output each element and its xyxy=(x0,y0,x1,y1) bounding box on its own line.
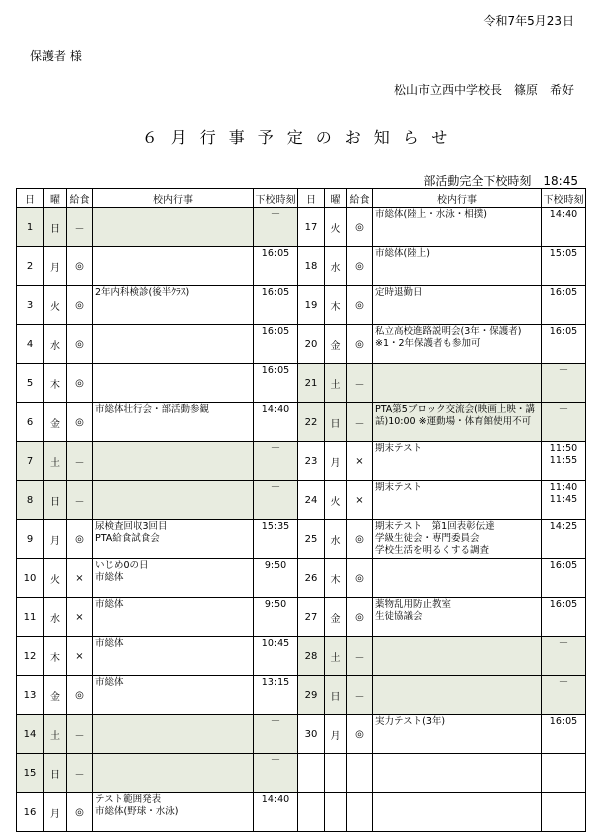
table-row xyxy=(17,364,586,403)
time-cell: 14:25 xyxy=(542,520,586,559)
weekday-cell: 火 xyxy=(44,286,67,325)
day-cell: 18 xyxy=(298,247,325,286)
weekday-cell: 月 xyxy=(325,442,347,481)
time-cell: － xyxy=(254,481,298,520)
lunch-cell: ◎ xyxy=(67,286,93,325)
lunch-cell: ◎ xyxy=(347,598,373,637)
lunch-cell: × xyxy=(67,637,93,676)
event-cell: 市総体(陸上) xyxy=(373,247,542,286)
table-row xyxy=(17,286,586,325)
event-cell xyxy=(373,559,542,598)
day-cell: 3 xyxy=(17,286,44,325)
time-cell: 14:40 xyxy=(254,793,298,832)
day-cell: 19 xyxy=(298,286,325,325)
time-cell: 16:05 xyxy=(542,559,586,598)
day-cell: 30 xyxy=(298,715,325,754)
col-lunch: 給食 xyxy=(67,189,93,208)
weekday-cell: 土 xyxy=(44,715,67,754)
day-cell: 23 xyxy=(298,442,325,481)
club-deadline: 部活動完全下校時刻 18:45 xyxy=(423,174,578,188)
lunch-cell: ◎ xyxy=(67,520,93,559)
weekday-cell: 月 xyxy=(44,247,67,286)
day-cell: 25 xyxy=(298,520,325,559)
day-cell: 1 xyxy=(17,208,44,247)
day-cell: 13 xyxy=(17,676,44,715)
lunch-cell: － xyxy=(347,637,373,676)
weekday-cell: 日 xyxy=(325,676,347,715)
table-row xyxy=(17,676,586,715)
time-cell: 16:05 xyxy=(254,325,298,364)
col-event: 校内行事 xyxy=(373,189,542,208)
event-cell xyxy=(93,442,254,481)
day-cell: 11 xyxy=(17,598,44,637)
table-row xyxy=(17,481,586,520)
time-cell: 15:35 xyxy=(254,520,298,559)
table-row xyxy=(17,442,586,481)
time-cell: 9:50 xyxy=(254,559,298,598)
day-cell: 14 xyxy=(17,715,44,754)
weekday-cell: 日 xyxy=(44,481,67,520)
weekday-cell: 火 xyxy=(325,208,347,247)
lunch-cell: ◎ xyxy=(347,247,373,286)
lunch-cell: ◎ xyxy=(67,676,93,715)
day-cell: 10 xyxy=(17,559,44,598)
time-cell: － xyxy=(542,637,586,676)
time-cell: － xyxy=(254,715,298,754)
day-cell: 24 xyxy=(298,481,325,520)
time-cell: － xyxy=(254,208,298,247)
day-cell: 22 xyxy=(298,403,325,442)
col-weekday: 曜 xyxy=(325,189,347,208)
event-cell: 市総体(陸上・水泳・相撲) xyxy=(373,208,542,247)
lunch-cell: － xyxy=(67,442,93,481)
day-cell: 27 xyxy=(298,598,325,637)
weekday-cell: 金 xyxy=(44,676,67,715)
day-cell xyxy=(298,793,325,832)
lunch-cell: ◎ xyxy=(347,520,373,559)
weekday-cell: 金 xyxy=(325,325,347,364)
day-cell xyxy=(298,754,325,793)
day-cell: 26 xyxy=(298,559,325,598)
event-cell xyxy=(373,676,542,715)
lunch-cell: － xyxy=(67,481,93,520)
time-cell: 16:05 xyxy=(542,598,586,637)
page-title: ６月行事予定のお知らせ xyxy=(141,128,461,147)
event-cell xyxy=(373,637,542,676)
weekday-cell: 金 xyxy=(44,403,67,442)
weekday-cell: 土 xyxy=(325,364,347,403)
time-cell: 9:50 xyxy=(254,598,298,637)
time-cell: 11:50 11:55 xyxy=(542,442,586,481)
lunch-cell: ◎ xyxy=(347,208,373,247)
col-weekday: 曜 xyxy=(44,189,67,208)
event-cell: 定時退勤日 xyxy=(373,286,542,325)
weekday-cell xyxy=(325,793,347,832)
time-cell: 14:40 xyxy=(254,403,298,442)
lunch-cell xyxy=(347,793,373,832)
lunch-cell: － xyxy=(347,676,373,715)
day-cell: 7 xyxy=(17,442,44,481)
lunch-cell: ◎ xyxy=(347,715,373,754)
event-cell: PTA第5ブロック交流会(映画上映・講話)10:00 ※運動場・体育館使用不可 xyxy=(373,403,542,442)
recipient: 保護者 様 xyxy=(30,49,82,63)
event-cell: 期末テスト xyxy=(373,442,542,481)
weekday-cell: 水 xyxy=(325,520,347,559)
lunch-cell: × xyxy=(347,481,373,520)
table-row xyxy=(17,793,586,832)
event-cell: 市総体壮行会・部活動参観 xyxy=(93,403,254,442)
day-cell: 6 xyxy=(17,403,44,442)
time-cell: 15:05 xyxy=(542,247,586,286)
time-cell: 14:40 xyxy=(542,208,586,247)
table-row xyxy=(17,403,586,442)
weekday-cell: 水 xyxy=(44,325,67,364)
col-time: 下校時刻 xyxy=(254,189,298,208)
weekday-cell: 月 xyxy=(325,715,347,754)
lunch-cell: － xyxy=(347,403,373,442)
lunch-cell: － xyxy=(67,715,93,754)
table-row xyxy=(17,325,586,364)
weekday-cell xyxy=(325,754,347,793)
event-cell xyxy=(373,754,542,793)
col-day: 日 xyxy=(298,189,325,208)
event-cell xyxy=(93,247,254,286)
day-cell: 29 xyxy=(298,676,325,715)
day-cell: 20 xyxy=(298,325,325,364)
event-cell xyxy=(93,715,254,754)
lunch-cell: × xyxy=(67,598,93,637)
weekday-cell: 火 xyxy=(325,481,347,520)
weekday-cell: 土 xyxy=(325,637,347,676)
table-row xyxy=(17,598,586,637)
event-cell: 2年内科検診(後半ｸﾗｽ) xyxy=(93,286,254,325)
weekday-cell: 水 xyxy=(325,247,347,286)
event-cell xyxy=(93,481,254,520)
lunch-cell: ◎ xyxy=(67,364,93,403)
lunch-cell: － xyxy=(347,364,373,403)
event-cell: 薬物乱用防止教室 生徒協議会 xyxy=(373,598,542,637)
weekday-cell: 日 xyxy=(325,403,347,442)
weekday-cell: 日 xyxy=(44,754,67,793)
col-time: 下校時刻 xyxy=(542,189,586,208)
weekday-cell: 月 xyxy=(44,520,67,559)
time-cell: － xyxy=(542,364,586,403)
weekday-cell: 水 xyxy=(44,598,67,637)
time-cell xyxy=(542,793,586,832)
lunch-cell: － xyxy=(67,208,93,247)
event-cell: 尿検査回収3回目 PTA給食試食会 xyxy=(93,520,254,559)
event-cell: 市総体 xyxy=(93,637,254,676)
weekday-cell: 月 xyxy=(44,793,67,832)
time-cell: － xyxy=(254,442,298,481)
time-cell: 16:05 xyxy=(254,286,298,325)
lunch-cell: ◎ xyxy=(347,325,373,364)
lunch-cell: ◎ xyxy=(67,403,93,442)
day-cell: 5 xyxy=(17,364,44,403)
day-cell: 15 xyxy=(17,754,44,793)
event-cell: 市総体 xyxy=(93,598,254,637)
event-cell: 期末テスト 第1回表彰伝達 学級生徒会・専門委員会 学校生活を明るくする調査 xyxy=(373,520,542,559)
table-row xyxy=(17,208,586,247)
event-cell xyxy=(373,793,542,832)
day-cell: 28 xyxy=(298,637,325,676)
event-cell xyxy=(93,208,254,247)
time-cell: 16:05 xyxy=(254,247,298,286)
lunch-cell: ◎ xyxy=(67,793,93,832)
table-row xyxy=(17,247,586,286)
time-cell: － xyxy=(542,676,586,715)
day-cell: 8 xyxy=(17,481,44,520)
lunch-cell: ◎ xyxy=(347,286,373,325)
day-cell: 2 xyxy=(17,247,44,286)
lunch-cell xyxy=(347,754,373,793)
table-row xyxy=(17,715,586,754)
lunch-cell: ◎ xyxy=(347,559,373,598)
weekday-cell: 木 xyxy=(325,559,347,598)
event-cell: 実力テスト(3年) xyxy=(373,715,542,754)
lunch-cell: － xyxy=(67,754,93,793)
day-cell: 21 xyxy=(298,364,325,403)
lunch-cell: ◎ xyxy=(67,247,93,286)
event-cell: 市総体 xyxy=(93,676,254,715)
time-cell: 16:05 xyxy=(542,715,586,754)
event-cell: 私立高校進路説明会(3年・保護者) ※1・2年保護者も参加可 xyxy=(373,325,542,364)
time-cell: 16:05 xyxy=(542,286,586,325)
table-row xyxy=(17,637,586,676)
weekday-cell: 木 xyxy=(44,364,67,403)
table-row xyxy=(17,559,586,598)
col-day: 日 xyxy=(17,189,44,208)
event-cell xyxy=(93,364,254,403)
col-lunch: 給食 xyxy=(347,189,373,208)
time-cell: 16:05 xyxy=(254,364,298,403)
time-cell: 13:15 xyxy=(254,676,298,715)
event-cell: テスト範囲発表 市総体(野球・水泳) xyxy=(93,793,254,832)
time-cell: 11:40 11:45 xyxy=(542,481,586,520)
time-cell: － xyxy=(254,754,298,793)
day-cell: 17 xyxy=(298,208,325,247)
weekday-cell: 土 xyxy=(44,442,67,481)
table-row xyxy=(17,754,586,793)
weekday-cell: 木 xyxy=(44,637,67,676)
day-cell: 12 xyxy=(17,637,44,676)
weekday-cell: 日 xyxy=(44,208,67,247)
weekday-cell: 金 xyxy=(325,598,347,637)
day-cell: 4 xyxy=(17,325,44,364)
time-cell xyxy=(542,754,586,793)
lunch-cell: × xyxy=(67,559,93,598)
day-cell: 16 xyxy=(17,793,44,832)
event-cell: 期末テスト xyxy=(373,481,542,520)
time-cell: 10:45 xyxy=(254,637,298,676)
day-cell: 9 xyxy=(17,520,44,559)
event-cell xyxy=(373,364,542,403)
lunch-cell: ◎ xyxy=(67,325,93,364)
document-date: 令和7年5月23日 xyxy=(483,14,574,28)
time-cell: － xyxy=(542,403,586,442)
event-cell: いじめ0の日 市総体 xyxy=(93,559,254,598)
col-event: 校内行事 xyxy=(93,189,254,208)
schedule-table xyxy=(16,188,586,832)
event-cell xyxy=(93,754,254,793)
weekday-cell: 火 xyxy=(44,559,67,598)
time-cell: 16:05 xyxy=(542,325,586,364)
event-cell xyxy=(93,325,254,364)
header-row xyxy=(17,189,586,208)
lunch-cell: × xyxy=(347,442,373,481)
sender: 松山市立西中学校長 篠原 希好 xyxy=(393,83,574,97)
weekday-cell: 木 xyxy=(325,286,347,325)
table-row xyxy=(17,520,586,559)
